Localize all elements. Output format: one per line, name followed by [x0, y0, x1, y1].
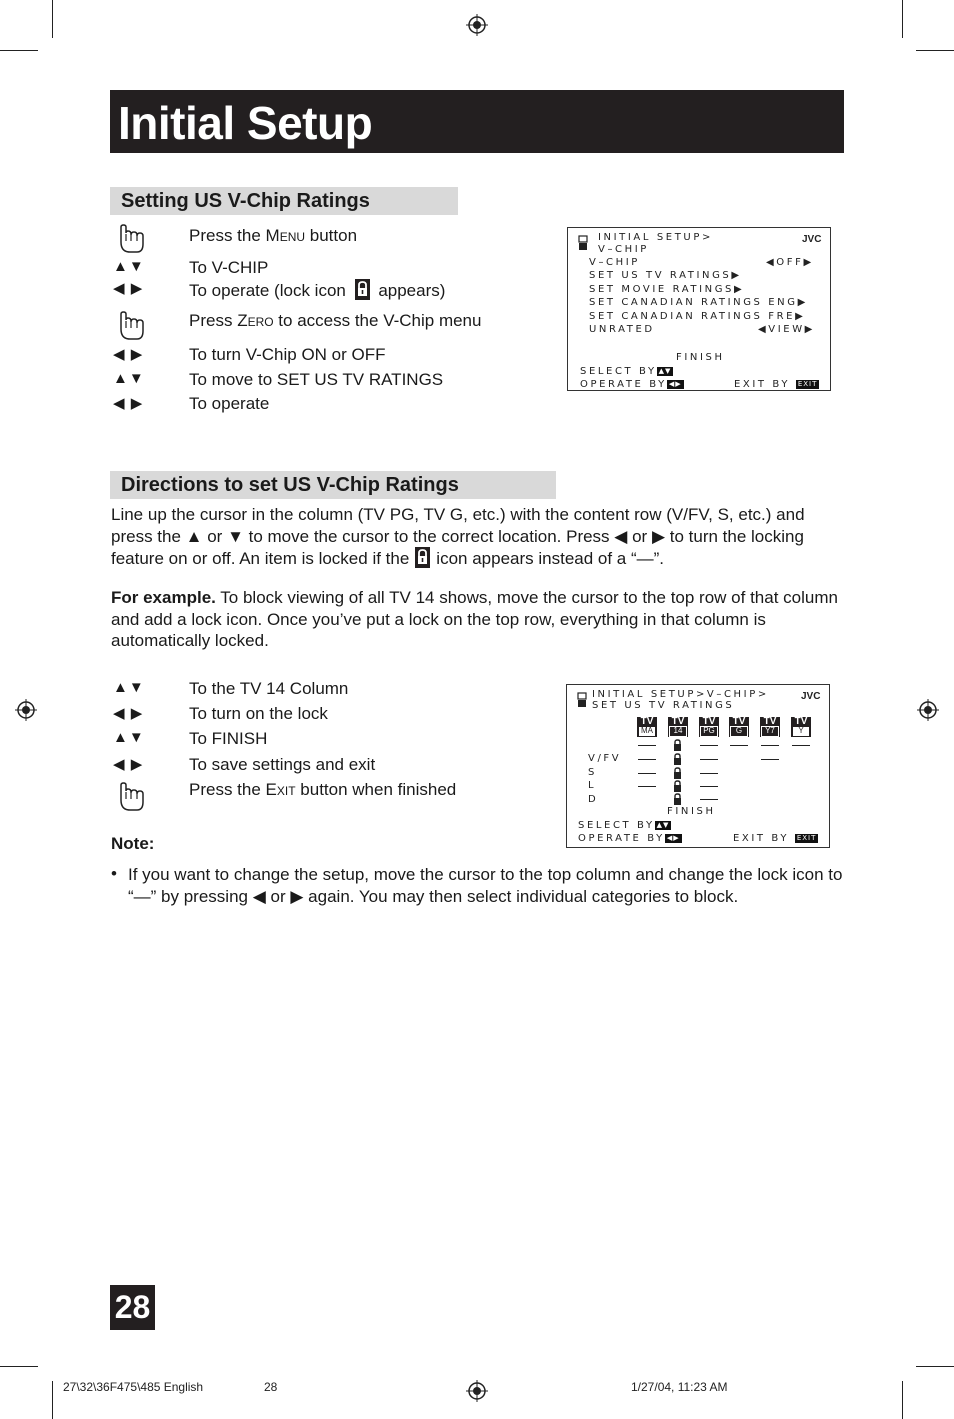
registration-mark-icon [466, 1380, 488, 1402]
up-down-arrows-icon: ▲▼ [113, 679, 145, 696]
registration-mark-icon [917, 699, 939, 721]
menu-item[interactable]: UNRATED [589, 324, 655, 335]
section-heading: Setting US V-Chip Ratings [121, 190, 370, 212]
menu-item[interactable]: SET MOVIE RATINGS▶ [589, 284, 745, 295]
content-row-label: L [588, 780, 597, 791]
footer-file: 27\32\36F475\485 English [63, 1380, 204, 1394]
page-number: 28 [110, 1285, 155, 1330]
select-hint: SELECT BY ▲▼ [578, 820, 670, 831]
vchip-menu-screen [567, 227, 831, 391]
menu-item[interactable]: SET US TV RATINGS▶ [589, 270, 742, 281]
menu-path: SET US TV RATINGS [592, 700, 735, 711]
footer-page: 28 [264, 1380, 278, 1394]
rating-dash[interactable] [761, 759, 779, 760]
us-tv-ratings-screen [566, 684, 830, 848]
rating-column-tv-y[interactable]: TV Y [791, 717, 811, 737]
section-heading-bar [110, 187, 458, 215]
brand-logo: JVC [802, 234, 822, 245]
rating-column-tv-y7[interactable]: TV Y7 [760, 717, 780, 737]
section-heading: Directions to set US V-Chip Ratings [121, 474, 459, 496]
page-title: Initial Setup [118, 97, 373, 149]
crop-mark [52, 1381, 53, 1419]
exit-hint: EXIT BY EXIT [733, 833, 817, 844]
rating-dash[interactable] [638, 759, 656, 760]
lock-icon [355, 279, 370, 300]
up-down-key-icon: ▲▼ [658, 367, 672, 375]
menu-lock-icon [578, 235, 588, 251]
step-text: To turn on the lock [189, 704, 328, 723]
left-right-key-icon: ◀▶ [666, 834, 680, 842]
step-text: Press the Exit button when finished [189, 780, 457, 799]
up-down-arrows-icon: ▲▼ [113, 258, 145, 275]
remote-finger-icon [115, 311, 147, 343]
example-paragraph: For example. To block viewing of all TV 14 shows, move the cursor to the top row of that column and add a lock icon. Once you’ve put a lock on the top row, everything in that column is automatically locked. [111, 588, 838, 650]
remote-finger-icon [115, 782, 147, 814]
step-text: To turn V-Chip ON or OFF [189, 345, 386, 364]
note-text: If you want to change the setup, move the cursor to the top column and change the lock icon to “—” by pressing ◀ or ▶ again. You may then select individual categories to block. [128, 865, 843, 906]
up-down-key-icon: ▲▼ [656, 821, 670, 829]
step-text: Press Zero to access the V-Chip menu [189, 311, 482, 330]
section-heading-bar [110, 471, 556, 499]
operate-hint: OPERATE BY ◀▶ [578, 833, 680, 844]
up-arrow-icon: ▲ [180, 526, 208, 546]
rating-dash[interactable] [700, 773, 718, 774]
step-text: To operate (lock icon appears) [189, 281, 446, 300]
step-text: Press the Menu button [189, 226, 358, 245]
rating-dash[interactable] [730, 745, 748, 746]
operate-hint: OPERATE BY ◀▶ [580, 379, 682, 390]
rating-dash[interactable] [700, 799, 718, 800]
left-right-arrows-icon: ◀ ▶ [113, 395, 144, 412]
step-text: To FINISH [189, 729, 268, 748]
up-down-arrows-icon: ▲▼ [113, 370, 145, 387]
lock-icon[interactable] [673, 780, 682, 792]
exit-hint: EXIT BY EXIT [734, 379, 818, 390]
up-down-arrows-icon: ▲▼ [113, 729, 145, 746]
page-title-bar [110, 90, 844, 153]
content-row-label: S [588, 767, 597, 778]
rating-column-tv-ma[interactable]: TV MA [637, 717, 657, 737]
select-hint: SELECT BY ▲▼ [580, 366, 672, 377]
footer-date: 1/27/04, 11:23 AM [631, 1380, 728, 1394]
rating-dash[interactable] [700, 759, 718, 760]
exit-key-icon: EXIT [796, 834, 817, 842]
rating-column-tv-pg[interactable]: TV PG [699, 717, 719, 737]
left-arrow-icon: ◀ [247, 886, 271, 906]
exit-key-icon: EXIT [797, 380, 818, 388]
rating-column-tv-14[interactable]: TV 14 [668, 717, 688, 737]
menu-item[interactable]: SET CANADIAN RATINGS ENG▶ [589, 297, 808, 308]
brand-logo: JVC [801, 691, 821, 702]
left-right-key-icon: ◀▶ [668, 380, 682, 388]
lock-icon[interactable] [673, 767, 682, 779]
step-text: To operate [189, 394, 270, 413]
rating-column-tv-g[interactable]: TV G [729, 717, 749, 737]
down-arrow-icon: ▼ [222, 526, 249, 546]
step-text: To move to SET US TV RATINGS [189, 370, 444, 389]
step-text: To save settings and exit [189, 755, 376, 774]
crop-mark [52, 0, 53, 38]
left-right-arrows-icon: ◀ ▶ [113, 346, 144, 363]
menu-item[interactable]: SET CANADIAN RATINGS FRE▶ [589, 311, 806, 322]
finish-item[interactable]: FINISH [676, 352, 725, 363]
note-label: Note: [111, 834, 155, 853]
bullet: • [111, 864, 117, 883]
crop-mark [902, 0, 903, 38]
crop-mark [0, 50, 38, 51]
lock-icon[interactable] [673, 793, 682, 805]
content-row-label: V/FV [588, 753, 622, 764]
registration-mark-icon [466, 14, 488, 36]
menu-item[interactable]: V–CHIP [589, 257, 640, 268]
menu-item-value[interactable]: ◀OFF▶ [766, 257, 814, 268]
right-arrow-icon: ▶ [285, 886, 309, 906]
registration-mark-icon [15, 699, 37, 721]
right-arrow-icon: ▶ [647, 526, 670, 546]
lock-icon[interactable] [673, 753, 682, 765]
left-right-arrows-icon: ◀ ▶ [113, 705, 144, 722]
menu-item-value[interactable]: ◀VIEW▶ [758, 324, 815, 335]
finish-item[interactable]: FINISH [667, 806, 716, 817]
menu-path: V–CHIP [598, 244, 649, 255]
crop-mark [916, 50, 954, 51]
crop-mark [916, 1366, 954, 1367]
left-right-arrows-icon: ◀ ▶ [113, 280, 144, 297]
step-text: To V-CHIP [189, 258, 269, 277]
crop-mark [0, 1366, 38, 1367]
rating-dash[interactable] [761, 745, 779, 746]
left-arrow-icon: ◀ [609, 526, 633, 546]
left-right-arrows-icon: ◀ ▶ [113, 756, 144, 773]
content-row-label: D [588, 794, 599, 805]
remote-finger-icon [115, 224, 147, 256]
rating-dash[interactable] [638, 745, 656, 746]
step-text: To the TV 14 Column [189, 679, 349, 698]
lock-icon[interactable] [673, 739, 682, 751]
rating-dash[interactable] [700, 745, 718, 746]
rating-dash[interactable] [638, 773, 656, 774]
menu-lock-icon [577, 692, 587, 708]
lock-icon [415, 547, 430, 568]
menu-path: INITIAL SETUP>V–CHIP> [592, 689, 769, 700]
rating-dash[interactable] [792, 745, 810, 746]
crop-mark [902, 1381, 903, 1419]
rating-dash[interactable] [700, 786, 718, 787]
rating-dash[interactable] [638, 786, 656, 787]
menu-path: INITIAL SETUP> [598, 232, 713, 243]
directions-paragraph: Line up the cursor in the column (TV PG, TV G, etc.) with the content row (V/FV, S, etc.) and press the ▲ or ▼ to move the cursor to the correct location. Press ◀ or ▶ to turn the locking feature on or off. An item is locked if the icon appears instead of a “—”. [111, 505, 805, 568]
